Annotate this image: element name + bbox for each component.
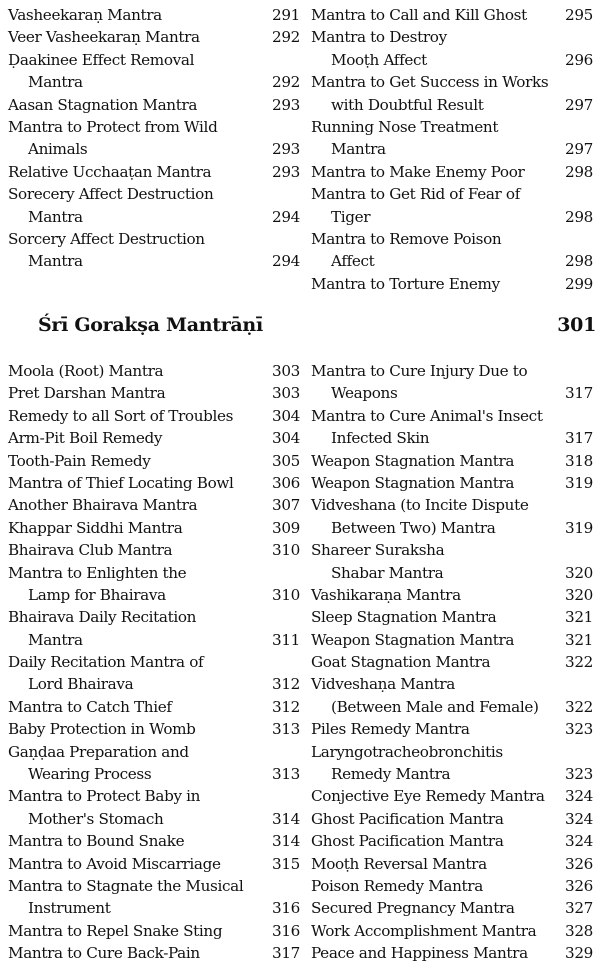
toc-entry-title-continuation: Animals (28, 140, 88, 159)
toc-entry (8, 228, 300, 273)
toc-entry (8, 785, 300, 830)
toc-entry-title: Mantra to Cure Back-Pain (8, 944, 200, 963)
toc-entry-page-number: 313 (272, 720, 300, 739)
toc-entry-page-number: 293 (272, 140, 300, 159)
toc-entry-page-number: 297 (565, 95, 593, 114)
toc-entry-page-number: 317 (272, 944, 300, 963)
toc-entry-title: Piles Remedy Mantra (311, 720, 470, 739)
toc-entry-page-number: 305 (272, 451, 300, 470)
toc-entry-title: Ghost Pacification Mantra (311, 832, 504, 851)
toc-entry-page-number: 312 (272, 697, 300, 716)
toc-entry-title: Another Bhairava Mantra (8, 496, 198, 515)
toc-entry-title: Baby Protection in Womb (8, 720, 196, 739)
toc-entry (311, 673, 593, 718)
toc-entry-title: Veer Vasheekaraṇ Mantra (8, 28, 200, 47)
toc-entry-title: Gaṇḍaa Preparation and (8, 742, 189, 761)
toc-top-section (0, 4, 600, 295)
toc-entry (8, 161, 300, 183)
toc-entry-title: Mantra to Repel Snake Sting (8, 921, 223, 940)
toc-entry (311, 785, 593, 807)
chapter-title: Śrī Gorakṣa Mantrāṇī (38, 314, 263, 336)
toc-entry-page-number: 311 (272, 630, 300, 649)
toc-entry-title: Mantra to Torture Enemy (311, 274, 500, 293)
toc-entry (311, 183, 593, 228)
toc-entry-title: Mantra to Call and Kill Ghost (311, 6, 527, 24)
toc-entry-page-number: 327 (565, 899, 593, 918)
toc-entry (311, 875, 593, 897)
toc-entry-page-number: 329 (565, 944, 593, 963)
toc-entry (311, 26, 593, 71)
toc-entry-title: Pret Darshan Mantra (8, 384, 166, 403)
toc-entry-page-number: 321 (565, 630, 593, 649)
toc-entry-title-continuation: Between Two) Mantra (331, 518, 496, 537)
toc-entry-page-number: 298 (565, 252, 593, 271)
toc-entry-title: Remedy to all Sort of Troubles (8, 406, 234, 425)
toc-entry-title: Mantra to Protect Baby in (8, 787, 201, 806)
toc-entry-title-continuation: (Between Male and Female) (331, 697, 539, 716)
toc-entry-page-number: 320 (565, 585, 593, 604)
toc-entry-title: Mantra to Get Rid of Fear of (311, 185, 520, 204)
toc-entry (311, 584, 593, 606)
toc-top-left-column (8, 4, 300, 295)
toc-entry-title-continuation: Weapons (331, 384, 398, 403)
toc-entry-page-number: 299 (565, 274, 593, 293)
toc-entry-title-continuation: Mother's Stomach (28, 809, 164, 828)
toc-entry-page-number: 316 (272, 921, 300, 940)
toc-entry-title: Arm-Pit Boil Remedy (8, 429, 163, 448)
toc-entry (311, 71, 593, 116)
toc-entry-title-continuation: Affect (331, 252, 375, 271)
toc-bottom-left-column (8, 360, 300, 965)
toc-entry-page-number: 320 (565, 563, 593, 582)
toc-entry-title-continuation: Infected Skin (331, 429, 430, 448)
toc-entry-page-number: 314 (272, 832, 300, 851)
toc-entry-page-number: 317 (565, 429, 593, 448)
toc-entry-title-continuation: Instrument (28, 899, 111, 918)
toc-entry (8, 494, 300, 516)
toc-entry-page-number: 318 (565, 451, 593, 470)
toc-entry-title-continuation: Wearing Process (28, 765, 152, 784)
toc-entry-title: Laryngotracheobronchitis (311, 742, 503, 761)
toc-entry-page-number: 326 (565, 854, 593, 873)
toc-entry-page-number: 293 (272, 95, 300, 114)
toc-entry-title: Mantra to Bound Snake (8, 832, 185, 851)
toc-entry-title-continuation: Mantra (28, 207, 83, 226)
toc-entry-title: Work Accomplishment Mantra (311, 921, 537, 940)
toc-entry-title: Daily Recitation Mantra of (8, 653, 204, 672)
toc-entry-title-continuation: Lamp for Bhairava (28, 585, 166, 604)
toc-entry (311, 472, 593, 494)
toc-entry-title: Mantra to Get Success in Works (311, 73, 549, 92)
toc-entry-title: Ghost Pacification Mantra (311, 809, 504, 828)
toc-entry (8, 405, 300, 427)
toc-entry-page-number: 321 (565, 608, 593, 627)
toc-entry-title: Peace and Happiness Mantra (311, 944, 528, 963)
toc-entry-title-continuation: Mantra (28, 73, 83, 92)
toc-entry (8, 920, 300, 942)
toc-entry (8, 183, 300, 228)
toc-entry-title: Ḍaakinee Effect Removal (8, 50, 195, 69)
toc-entry (8, 696, 300, 718)
toc-entry-page-number: 310 (272, 541, 300, 560)
toc-entry (8, 4, 300, 26)
toc-entry-page-number: 292 (272, 73, 300, 92)
toc-entry (8, 450, 300, 472)
toc-entry-title-continuation: Mooṭh Affect (331, 50, 427, 69)
toc-entry (311, 450, 593, 472)
toc-entry-title: Goat Stagnation Mantra (311, 653, 491, 672)
toc-entry-title: Running Nose Treatment (311, 117, 499, 136)
toc-entry (8, 382, 300, 404)
toc-entry (311, 942, 593, 964)
toc-entry (8, 94, 300, 116)
toc-entry (311, 360, 593, 405)
toc-entry-title: Weapon Stagnation Mantra (311, 451, 515, 470)
toc-entry (8, 517, 300, 539)
toc-entry-page-number: 304 (272, 406, 300, 425)
toc-entry-page-number: 292 (272, 28, 300, 47)
toc-entry (8, 606, 300, 651)
toc-entry-page-number: 322 (565, 697, 593, 716)
toc-entry (8, 741, 300, 786)
toc-entry-page-number: 306 (272, 473, 300, 492)
toc-entry-page-number: 298 (565, 162, 593, 181)
toc-entry (8, 116, 300, 161)
toc-entry-title-continuation: Remedy Mantra (331, 765, 451, 784)
toc-entry (8, 651, 300, 696)
toc-entry-title: Khappar Siddhi Mantra (8, 518, 183, 537)
toc-entry-title-continuation: Tiger (331, 207, 371, 226)
toc-entry (8, 427, 300, 449)
toc-entry-title: Mantra to Make Enemy Poor (311, 162, 525, 181)
toc-entry-page-number: 293 (272, 162, 300, 181)
toc-entry-title: Vashikaraṇa Mantra (311, 585, 461, 604)
toc-entry (311, 494, 593, 539)
toc-entry (311, 161, 593, 183)
toc-entry-page-number: 312 (272, 675, 300, 694)
toc-entry (8, 360, 300, 382)
toc-entry-title-continuation: Mantra (28, 630, 83, 649)
toc-entry (8, 539, 300, 561)
toc-entry-title: Mantra to Cure Animal's Insect (311, 406, 543, 425)
toc-entry-title: Mantra to Destroy (311, 28, 447, 47)
toc-entry (8, 875, 300, 920)
toc-entry (311, 853, 593, 875)
toc-entry-title: Sorcery Affect Destruction (8, 229, 205, 248)
toc-entry-title: Mantra to Avoid Miscarriage (8, 854, 221, 873)
toc-entry (311, 718, 593, 740)
toc-entry (8, 853, 300, 875)
toc-entry-title: Bhairava Daily Recitation (8, 608, 197, 627)
toc-entry (8, 472, 300, 494)
toc-entry-page-number: 291 (272, 6, 300, 24)
toc-entry-title: Mantra to Protect from Wild (8, 117, 218, 136)
toc-entry-title-continuation: Lord Bhairava (28, 675, 134, 694)
toc-entry-page-number: 319 (565, 473, 593, 492)
toc-entry-page-number: 295 (565, 6, 593, 24)
toc-entry-page-number: 324 (565, 832, 593, 851)
toc-entry-page-number: 309 (272, 518, 300, 537)
toc-entry-page-number: 323 (565, 765, 593, 784)
toc-entry-title: Weapon Stagnation Mantra (311, 473, 515, 492)
toc-entry-title: Bhairava Club Mantra (8, 541, 173, 560)
toc-entry-title-continuation: Mantra (28, 252, 83, 271)
toc-entry-title: Mantra to Stagnate the Musical (8, 876, 244, 895)
toc-entry (311, 405, 593, 450)
toc-entry-page-number: 323 (565, 720, 593, 739)
toc-entry-title: Weapon Stagnation Mantra (311, 630, 515, 649)
toc-entry-title: Sleep Stagnation Mantra (311, 608, 497, 627)
toc-entry-page-number: 324 (565, 809, 593, 828)
toc-entry-page-number: 319 (565, 518, 593, 537)
toc-entry-title: Vidveshana (to Incite Dispute (311, 496, 529, 515)
toc-entry-title: Secured Pregnancy Mantra (311, 899, 515, 918)
toc-entry (8, 942, 300, 964)
toc-entry-title-continuation: Shabar Mantra (331, 563, 444, 582)
toc-entry-page-number: 296 (565, 50, 593, 69)
toc-top-right-column (311, 4, 593, 295)
toc-entry-page-number: 317 (565, 384, 593, 403)
toc-entry-title: Mantra to Catch Thief (8, 697, 172, 716)
toc-entry (311, 920, 593, 942)
toc-entry (311, 539, 593, 584)
toc-entry-page-number: 313 (272, 765, 300, 784)
toc-entry-title: Sorecery Affect Destruction (8, 185, 214, 204)
toc-entry-title: Moola (Root) Mantra (8, 362, 164, 380)
toc-entry-title: Mantra to Remove Poison (311, 229, 502, 248)
toc-entry (311, 273, 593, 295)
toc-entry-title: Mantra to Enlighten the (8, 563, 187, 582)
toc-entry-page-number: 307 (272, 496, 300, 515)
toc-entry-title: Poison Remedy Mantra (311, 876, 483, 895)
toc-entry (8, 562, 300, 607)
toc-entry-title: Mantra of Thief Locating Bowl (8, 473, 234, 492)
toc-entry-page-number: 294 (272, 207, 300, 226)
toc-entry-title: Vasheekaraṇ Mantra (8, 6, 162, 24)
toc-entry-page-number: 298 (565, 207, 593, 226)
toc-entry-title: Conjective Eye Remedy Mantra (311, 787, 545, 806)
toc-entry-title: Relative Ucchaaṭan Mantra (8, 162, 212, 181)
toc-entry-title-continuation: with Doubtful Result (331, 95, 484, 114)
toc-entry-title: Mantra to Cure Injury Due to (311, 362, 528, 380)
toc-entry-title: Shareer Suraksha (311, 541, 445, 560)
toc-entry-page-number: 304 (272, 429, 300, 448)
toc-entry (311, 606, 593, 628)
toc-entry-page-number: 324 (565, 787, 593, 806)
toc-entry-page-number: 316 (272, 899, 300, 918)
toc-entry-page-number: 297 (565, 140, 593, 159)
toc-entry-title-continuation: Mantra (331, 140, 386, 159)
toc-entry (311, 116, 593, 161)
toc-entry (311, 4, 593, 26)
toc-entry-page-number: 314 (272, 809, 300, 828)
toc-entry (311, 228, 593, 273)
toc-entry (8, 718, 300, 740)
toc-entry-page-number: 328 (565, 921, 593, 940)
toc-entry-page-number: 294 (272, 252, 300, 271)
chapter-heading (38, 314, 596, 344)
toc-entry (311, 808, 593, 830)
toc-entry (311, 741, 593, 786)
toc-entry-page-number: 310 (272, 585, 300, 604)
toc-entry (8, 26, 300, 48)
toc-entry-title: Tooth-Pain Remedy (8, 451, 151, 470)
toc-entry-page-number: 315 (272, 854, 300, 873)
toc-bottom-right-column (311, 360, 593, 965)
toc-entry-title: Mooṭh Reversal Mantra (311, 854, 487, 873)
toc-entry-page-number: 322 (565, 653, 593, 672)
toc-entry-title: Aasan Stagnation Mantra (8, 95, 198, 114)
toc-entry (311, 897, 593, 919)
chapter-page-number: 301 (557, 314, 596, 336)
toc-entry (311, 629, 593, 651)
toc-entry (311, 830, 593, 852)
toc-entry (311, 651, 593, 673)
toc-bottom-section (0, 360, 600, 965)
toc-entry (8, 830, 300, 852)
toc-entry-page-number: 303 (272, 384, 300, 403)
toc-entry-title: Vidveshaṇa Mantra (311, 675, 455, 694)
toc-entry (8, 49, 300, 94)
toc-entry-page-number: 326 (565, 876, 593, 895)
toc-entry-page-number: 303 (272, 362, 300, 380)
